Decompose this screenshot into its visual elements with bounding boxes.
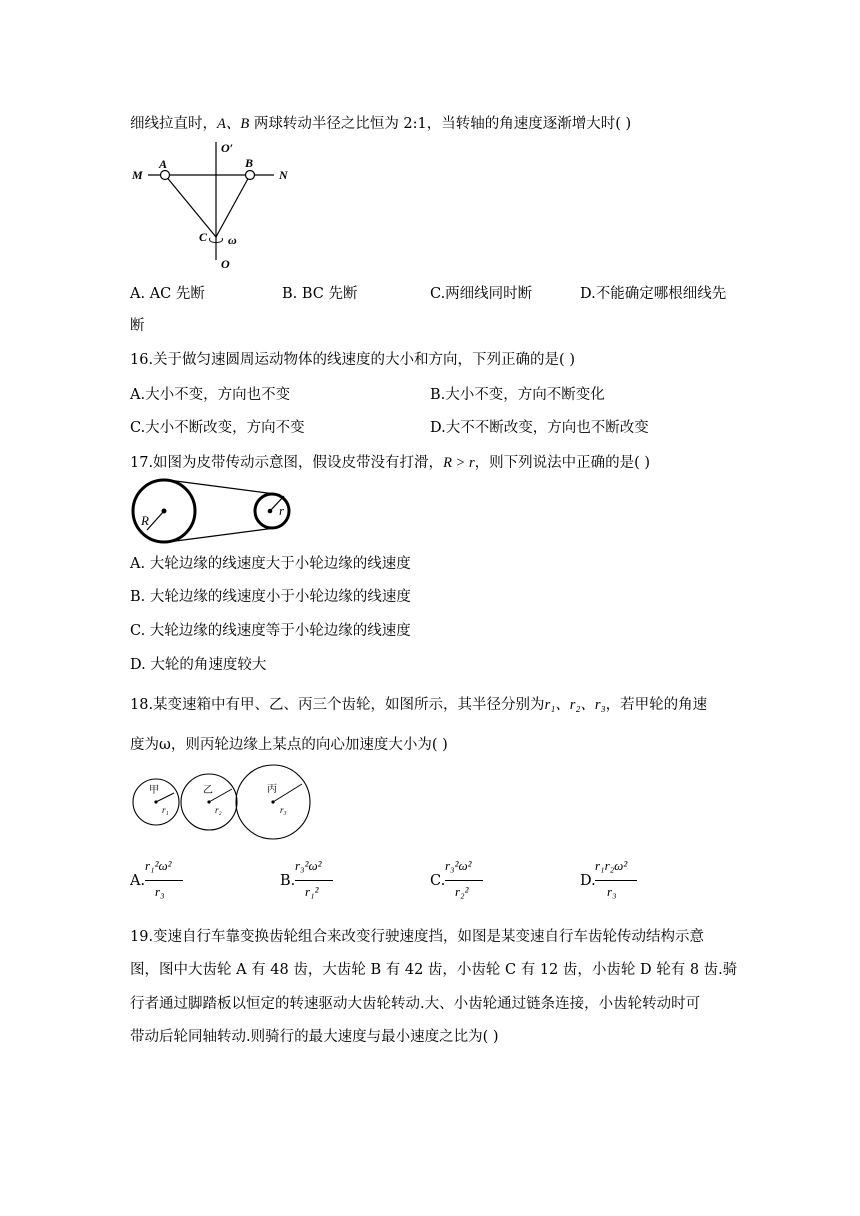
q15-stem-var: A、B [217,116,250,132]
q18-option-b-num: r₃²ω² [295,858,322,873]
q15-option-c: C.两细线同时断 [430,286,533,302]
q15-stem-post: 两球转动半径之比恒为 2:1，当转轴的角速度逐渐增大时( ) [249,116,632,132]
q19-line-1: 19.变速自行车靠变换齿轮组合来改变行驶速度挡，如图是某变速自行车齿轮传动结构示意 [130,929,705,945]
q18-option-a-num: r₁²ω² [145,858,172,873]
fig18-label-r1: r₁ [162,805,169,815]
q18-option-b-label: B. [280,873,296,889]
q18-option-b-den: r₁² [305,884,319,899]
q18-stem-var: r₁、r₂、r₃ [544,697,606,713]
q17-option-d: D. 大轮的角速度较大 [130,657,267,673]
q16-option-c: C.大小不断改变，方向不变 [130,420,305,436]
q18-option-c-den: r₂² [455,884,469,899]
q18-option-d-den: r₃ [607,884,617,899]
q19-line-3: 行者通过脚踏板以恒定的转速驱动大齿轮转动.大、小齿轮通过链条连接，小齿轮转动时可 [130,996,701,1012]
fig15-label-M: M [132,168,143,182]
q18-option-d-bar [595,880,637,881]
q19-line-2: 图，图中大齿轮 A 有 48 齿，大齿轮 B 有 42 齿，小齿轮 C 有 12 齿，小齿轮 D 轮有 8 齿.骑 [130,962,738,978]
q16-option-a: A.大小不变，方向也不变 [130,387,291,403]
q18-option-b-bar [295,880,333,881]
q18-option-d-label: D. [580,873,596,889]
fig15-label-omega: ω [228,233,237,247]
q15-stem [130,112,631,133]
q17-stem [130,451,650,472]
q18-stem-line1 [130,693,707,714]
q17-option-c: C. 大轮边缘的线速度等于小轮边缘的线速度 [130,623,411,639]
fig18-label-jia: 甲 [149,785,159,796]
q15-option-d-cont: 断 [130,318,145,334]
fig15-label-O1: O′ [221,141,234,155]
fig15-label-O: O [221,257,230,271]
q15-option-a: A. AC 先断 [130,286,205,302]
q17-option-a: A. 大轮边缘的线速度大于小轮边缘的线速度 [130,556,411,572]
fig15-label-C: C [199,230,208,244]
q17-option-b: B. 大轮边缘的线速度小于小轮边缘的线速度 [130,589,411,605]
q18-stem-line2: 度为ω，则丙轮边缘上某点的向心加速度大小为( ) [130,737,448,753]
q18-option-c-num: r₃²ω² [445,858,472,873]
q18-stem-pre: 18.某变速箱中有甲、乙、丙三个齿轮，如图所示，其半径分别为 [130,697,545,713]
q16-option-d: D.大不不断改变，方向也不断改变 [430,420,649,436]
q18-option-a-bar [145,880,183,881]
q17-stem-post: ，则下列说法中正确的是( ) [474,455,651,471]
q15-option-b: B. BC 先断 [282,286,358,302]
q17-stem-pre: 17.如图为皮带传动示意图，假设皮带没有打滑， [130,455,444,471]
fig15-label-A: A [159,157,168,171]
fig18-label-yi: 乙 [203,785,213,796]
fig15-label-N: N [279,168,288,182]
fig18-label-r3: r₃ [280,805,287,815]
q18-option-a-label: A. [130,873,146,889]
fig17-label-R: R [141,513,149,528]
q15-figure [128,138,298,273]
q18-option-d-num: r₁r₂ω² [595,858,628,873]
q18-option-c-bar [445,880,483,881]
fig17-label-r: r [279,503,285,518]
q16-option-b: B.大小不变，方向不断变化 [430,387,605,403]
q18-option-a-den: r₃ [155,884,165,899]
q16-stem: 16.关于做匀速圆周运动物体的线速度的大小和方向，下列正确的是( ) [130,352,575,368]
fig18-label-r2: r₂ [215,805,222,815]
q18-option-c-label: C. [430,873,446,889]
q17-belt-figure [130,478,295,544]
q15-stem-pre: 细线拉直时， [130,116,217,132]
q17-stem-var: R > r [443,455,475,471]
q19-line-4: 带动后轮同轴转动.则骑行的最大速度与最小速度之比为( ) [130,1029,499,1045]
q18-gears-figure [133,765,318,845]
fig15-label-B: B [245,156,254,170]
q18-stem-post: ，若甲轮的角速 [605,697,708,713]
q15-option-d: D.不能确定哪根细线先 [580,286,727,302]
fig18-label-bing: 丙 [267,784,277,795]
